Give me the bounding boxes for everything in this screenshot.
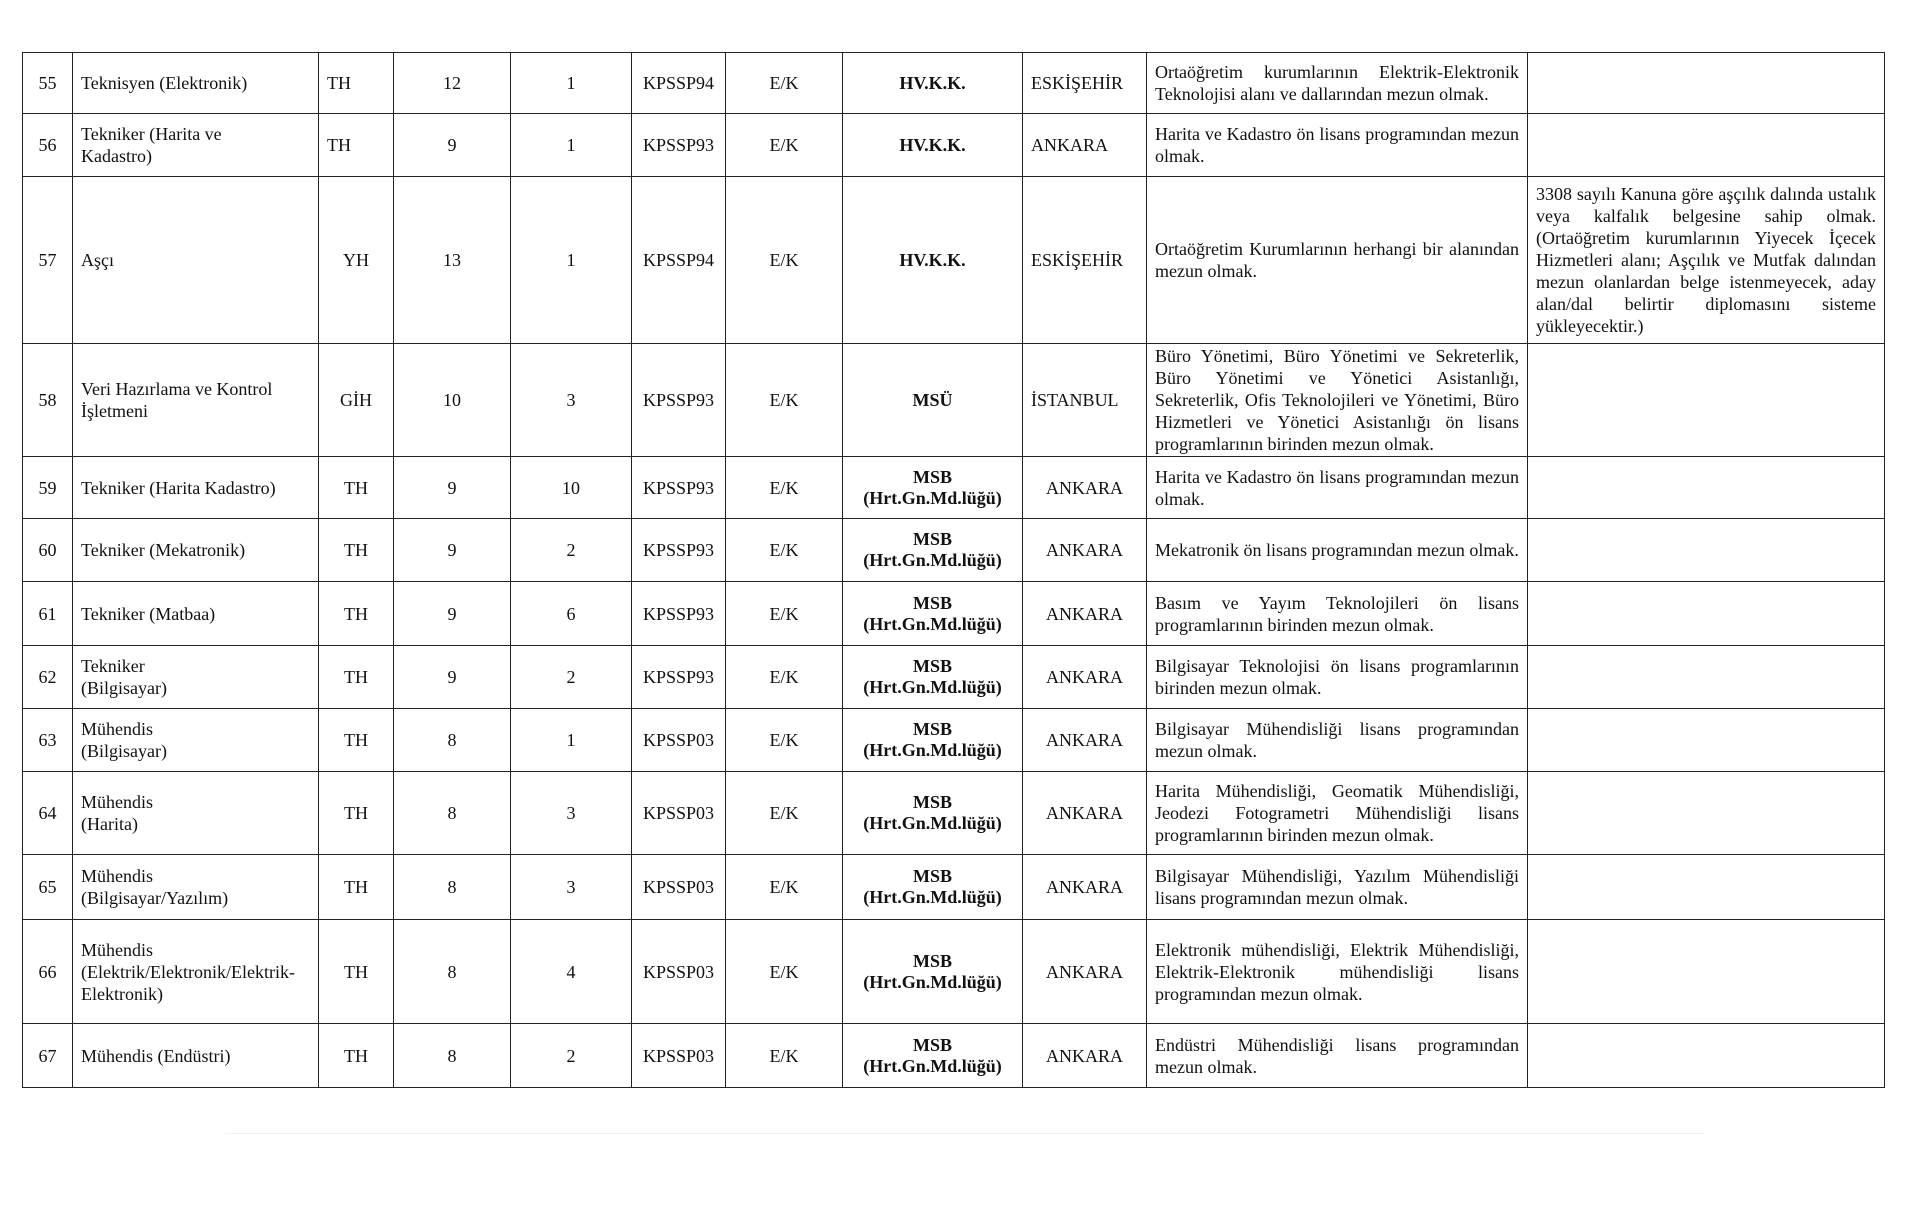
unit-cell: MSB (Hrt.Gn.Md.lüğü) xyxy=(843,709,1023,772)
score-type-cell: KPSSP03 xyxy=(632,920,726,1024)
table-row xyxy=(23,177,1885,344)
city-cell: ANKARA xyxy=(1023,709,1147,772)
city-cell: ESKİŞEHİR xyxy=(1023,177,1147,344)
class-code-cell: TH xyxy=(319,114,394,177)
gender-cell: E/K xyxy=(726,114,843,177)
notes-cell xyxy=(1528,772,1885,855)
gender-cell: E/K xyxy=(726,772,843,855)
grade-cell: 9 xyxy=(394,114,511,177)
table-row xyxy=(23,1024,1885,1088)
table-row xyxy=(23,582,1885,646)
notes-cell xyxy=(1528,457,1885,519)
grade-cell: 8 xyxy=(394,772,511,855)
position-title-cell: Mühendis (Endüstri) xyxy=(73,1024,319,1088)
notes-cell xyxy=(1528,855,1885,920)
grade-cell: 9 xyxy=(394,457,511,519)
class-code-cell: TH xyxy=(319,855,394,920)
gender-cell: E/K xyxy=(726,53,843,114)
class-code-cell: TH xyxy=(319,709,394,772)
table-row xyxy=(23,920,1885,1024)
class-code-cell: TH xyxy=(319,1024,394,1088)
position-title-cell: Teknisyen (Elektronik) xyxy=(73,53,319,114)
table-row xyxy=(23,519,1885,582)
row-number-cell: 67 xyxy=(23,1024,73,1088)
row-number-cell: 59 xyxy=(23,457,73,519)
position-title-cell: Tekniker (Harita Kadastro) xyxy=(73,457,319,519)
table-row xyxy=(23,457,1885,519)
city-cell: ANKARA xyxy=(1023,1024,1147,1088)
table-row xyxy=(23,53,1885,114)
quota-count-cell: 2 xyxy=(511,519,632,582)
position-title-cell: Aşçı xyxy=(73,177,319,344)
table-row xyxy=(23,646,1885,709)
score-type-cell: KPSSP03 xyxy=(632,855,726,920)
unit-cell: MSB (Hrt.Gn.Md.lüğü) xyxy=(843,582,1023,646)
grade-cell: 12 xyxy=(394,53,511,114)
city-cell: İSTANBUL xyxy=(1023,344,1147,457)
row-number-cell: 61 xyxy=(23,582,73,646)
qualification-cell: Bilgisayar Teknolojisi ön lisans programlarının birinden mezun olmak. xyxy=(1147,646,1528,709)
score-type-cell: KPSSP93 xyxy=(632,646,726,709)
grade-cell: 8 xyxy=(394,855,511,920)
unit-cell: MSB (Hrt.Gn.Md.lüğü) xyxy=(843,519,1023,582)
score-type-cell: KPSSP93 xyxy=(632,519,726,582)
qualification-cell: Büro Yönetimi, Büro Yönetimi ve Sekreterlik, Büro Yönetimi ve Yönetici Asistanlığı, Sekreterlik, Ofis Teknolojileri ve Yönetimi, Büro Hizmetleri ve Yönetici Asistanlığı ön lisans programlarının birinden mezun olmak. xyxy=(1147,344,1528,457)
notes-cell xyxy=(1528,344,1885,457)
class-code-cell: TH xyxy=(319,519,394,582)
qualification-cell: Harita ve Kadastro ön lisans programından mezun olmak. xyxy=(1147,114,1528,177)
score-type-cell: KPSSP03 xyxy=(632,709,726,772)
unit-cell: HV.K.K. xyxy=(843,53,1023,114)
city-cell: ANKARA xyxy=(1023,646,1147,709)
unit-cell: MSB (Hrt.Gn.Md.lüğü) xyxy=(843,1024,1023,1088)
position-title-cell: Tekniker (Matbaa) xyxy=(73,582,319,646)
unit-cell: MSB (Hrt.Gn.Md.lüğü) xyxy=(843,646,1023,709)
qualification-cell: Harita ve Kadastro ön lisans programından mezun olmak. xyxy=(1147,457,1528,519)
grade-cell: 9 xyxy=(394,646,511,709)
table-row xyxy=(23,709,1885,772)
notes-cell xyxy=(1528,646,1885,709)
qualification-cell: Basım ve Yayım Teknolojileri ön lisans programlarının birinden mezun olmak. xyxy=(1147,582,1528,646)
city-cell: ESKİŞEHİR xyxy=(1023,53,1147,114)
quota-count-cell: 2 xyxy=(511,1024,632,1088)
unit-cell: MSB (Hrt.Gn.Md.lüğü) xyxy=(843,772,1023,855)
qualification-cell: Harita Mühendisliği, Geomatik Mühendisliği, Jeodezi Fotogrametri Mühendisliği lisans programlarının birinden mezun olmak. xyxy=(1147,772,1528,855)
quota-count-cell: 3 xyxy=(511,344,632,457)
qualification-cell: Ortaöğretim kurumlarının Elektrik-Elektronik Teknolojisi alanı ve dallarından mezun olmak. xyxy=(1147,53,1528,114)
grade-cell: 8 xyxy=(394,920,511,1024)
gender-cell: E/K xyxy=(726,177,843,344)
notes-cell xyxy=(1528,709,1885,772)
notes-cell xyxy=(1528,53,1885,114)
row-number-cell: 62 xyxy=(23,646,73,709)
city-cell: ANKARA xyxy=(1023,772,1147,855)
gender-cell: E/K xyxy=(726,1024,843,1088)
row-number-cell: 65 xyxy=(23,855,73,920)
class-code-cell: GİH xyxy=(319,344,394,457)
grade-cell: 9 xyxy=(394,582,511,646)
grade-cell: 10 xyxy=(394,344,511,457)
city-cell: ANKARA xyxy=(1023,920,1147,1024)
gender-cell: E/K xyxy=(726,855,843,920)
class-code-cell: TH xyxy=(319,646,394,709)
qualification-cell: Bilgisayar Mühendisliği, Yazılım Mühendisliği lisans programından mezun olmak. xyxy=(1147,855,1528,920)
position-title-cell: Tekniker (Mekatronik) xyxy=(73,519,319,582)
quota-count-cell: 1 xyxy=(511,114,632,177)
class-code-cell: TH xyxy=(319,772,394,855)
table-body xyxy=(23,53,1885,1088)
quota-count-cell: 1 xyxy=(511,709,632,772)
gender-cell: E/K xyxy=(726,920,843,1024)
grade-cell: 8 xyxy=(394,1024,511,1088)
grade-cell: 8 xyxy=(394,709,511,772)
quota-count-cell: 1 xyxy=(511,53,632,114)
position-title-cell: Mühendis (Bilgisayar/Yazılım) xyxy=(73,855,319,920)
score-type-cell: KPSSP94 xyxy=(632,177,726,344)
gender-cell: E/K xyxy=(726,646,843,709)
score-type-cell: KPSSP94 xyxy=(632,53,726,114)
notes-cell xyxy=(1528,114,1885,177)
notes-cell xyxy=(1528,582,1885,646)
class-code-cell: TH xyxy=(319,582,394,646)
row-number-cell: 66 xyxy=(23,920,73,1024)
notes-cell xyxy=(1528,1024,1885,1088)
score-type-cell: KPSSP93 xyxy=(632,582,726,646)
score-type-cell: KPSSP03 xyxy=(632,772,726,855)
row-number-cell: 58 xyxy=(23,344,73,457)
quota-count-cell: 4 xyxy=(511,920,632,1024)
class-code-cell: TH xyxy=(319,920,394,1024)
notes-cell xyxy=(1528,519,1885,582)
position-title-cell: Mühendis (Bilgisayar) xyxy=(73,709,319,772)
class-code-cell: YH xyxy=(319,177,394,344)
row-number-cell: 56 xyxy=(23,114,73,177)
position-title-cell: Mühendis (Elektrik/Elektronik/Elektrik- Elektronik) xyxy=(73,920,319,1024)
score-type-cell: KPSSP03 xyxy=(632,1024,726,1088)
city-cell: ANKARA xyxy=(1023,519,1147,582)
position-title-cell: Tekniker (Harita ve Kadastro) xyxy=(73,114,319,177)
notes-cell: 3308 sayılı Kanuna göre aşçılık dalında ustalık veya kalfalık belgesine sahip olmak. (Ortaöğretim kurumlarının Yiyecek İçecek Hizmetleri alanı; Aşçılık ve Mutfak dalından mezun olanlardan belge istenmeyecek, aday alan/dal belirtir diplomasını sisteme yükleyecektir.) xyxy=(1528,177,1885,344)
unit-cell: MSÜ xyxy=(843,344,1023,457)
city-cell: ANKARA xyxy=(1023,855,1147,920)
row-number-cell: 63 xyxy=(23,709,73,772)
unit-cell: HV.K.K. xyxy=(843,177,1023,344)
unit-cell: MSB (Hrt.Gn.Md.lüğü) xyxy=(843,920,1023,1024)
city-cell: ANKARA xyxy=(1023,114,1147,177)
gender-cell: E/K xyxy=(726,344,843,457)
gender-cell: E/K xyxy=(726,582,843,646)
quota-count-cell: 3 xyxy=(511,772,632,855)
city-cell: ANKARA xyxy=(1023,457,1147,519)
class-code-cell: TH xyxy=(319,457,394,519)
quota-count-cell: 3 xyxy=(511,855,632,920)
score-type-cell: KPSSP93 xyxy=(632,457,726,519)
scan-artifact-line xyxy=(225,1133,1705,1134)
quota-count-cell: 1 xyxy=(511,177,632,344)
grade-cell: 9 xyxy=(394,519,511,582)
position-title-cell: Tekniker (Bilgisayar) xyxy=(73,646,319,709)
row-number-cell: 60 xyxy=(23,519,73,582)
unit-cell: MSB (Hrt.Gn.Md.lüğü) xyxy=(843,855,1023,920)
table-row xyxy=(23,772,1885,855)
row-number-cell: 57 xyxy=(23,177,73,344)
unit-cell: HV.K.K. xyxy=(843,114,1023,177)
position-title-cell: Veri Hazırlama ve Kontrol İşletmeni xyxy=(73,344,319,457)
gender-cell: E/K xyxy=(726,709,843,772)
positions-table xyxy=(22,52,1885,1088)
qualification-cell: Bilgisayar Mühendisliği lisans programından mezun olmak. xyxy=(1147,709,1528,772)
grade-cell: 13 xyxy=(394,177,511,344)
qualification-cell: Endüstri Mühendisliği lisans programından mezun olmak. xyxy=(1147,1024,1528,1088)
gender-cell: E/K xyxy=(726,519,843,582)
quota-count-cell: 10 xyxy=(511,457,632,519)
gender-cell: E/K xyxy=(726,457,843,519)
city-cell: ANKARA xyxy=(1023,582,1147,646)
position-title-cell: Mühendis (Harita) xyxy=(73,772,319,855)
quota-count-cell: 2 xyxy=(511,646,632,709)
score-type-cell: KPSSP93 xyxy=(632,344,726,457)
row-number-cell: 64 xyxy=(23,772,73,855)
notes-cell xyxy=(1528,920,1885,1024)
qualification-cell: Ortaöğretim Kurumlarının herhangi bir alanından mezun olmak. xyxy=(1147,177,1528,344)
table-row xyxy=(23,114,1885,177)
table-row xyxy=(23,855,1885,920)
qualification-cell: Mekatronik ön lisans programından mezun olmak. xyxy=(1147,519,1528,582)
table-row xyxy=(23,344,1885,457)
class-code-cell: TH xyxy=(319,53,394,114)
quota-count-cell: 6 xyxy=(511,582,632,646)
qualification-cell: Elektronik mühendisliği, Elektrik Mühendisliği, Elektrik-Elektronik mühendisliği lisans programından mezun olmak. xyxy=(1147,920,1528,1024)
score-type-cell: KPSSP93 xyxy=(632,114,726,177)
unit-cell: MSB (Hrt.Gn.Md.lüğü) xyxy=(843,457,1023,519)
row-number-cell: 55 xyxy=(23,53,73,114)
